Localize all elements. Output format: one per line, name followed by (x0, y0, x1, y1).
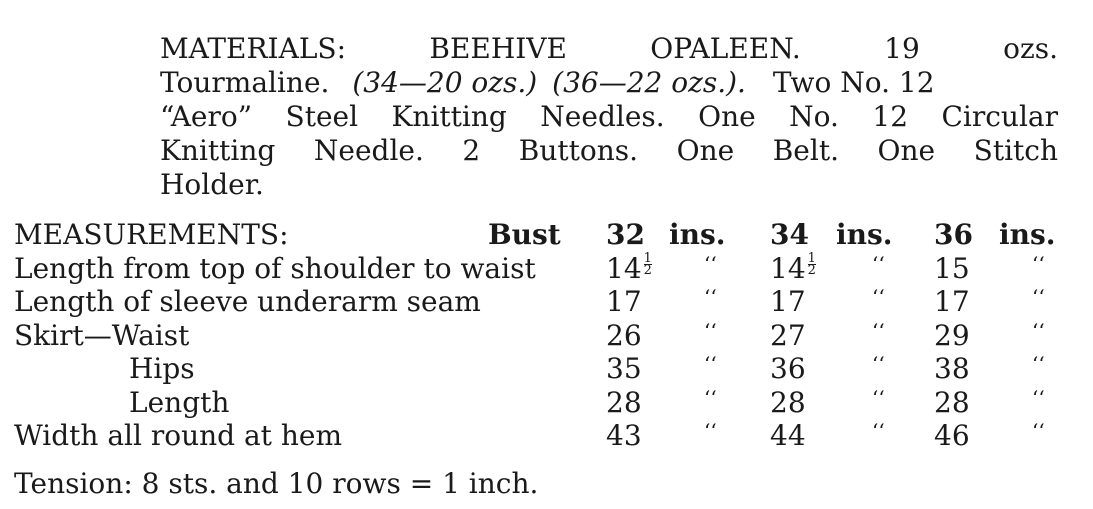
row-value-36: 15 (934, 251, 970, 285)
size-34-unit: ins. (836, 218, 893, 251)
table-row (14, 252, 1074, 286)
half-fraction: $\frac{1}{2}$ (807, 250, 816, 278)
size-36-header: 36 (934, 218, 973, 251)
row-value-36: 28 (934, 385, 970, 419)
row-value-34: 14 $\frac{1}{2}$ (770, 250, 816, 285)
ditto-mark: ‘‘ (1032, 318, 1045, 343)
table-row (14, 285, 1074, 319)
row-value-32: 43 (606, 419, 642, 452)
size-32-unit: ins. (669, 218, 726, 251)
measurements-title: MEASUREMENTS: (14, 218, 289, 251)
materials-line-3: “Aero” Steel Knitting Needles. One No. 12 Circular (160, 100, 1058, 133)
ditto-mark: ‘‘ (704, 318, 717, 343)
materials-block (160, 32, 1060, 202)
row-value-34: 36 (770, 352, 806, 385)
materials-colour: Tourmaline. (160, 66, 330, 99)
ditto-mark: ‘‘ (704, 285, 717, 309)
row-label: Length from top of shoulder to waist (14, 251, 536, 285)
row-value-34: 27 (770, 318, 806, 352)
row-value-36: 38 (934, 352, 970, 385)
row-value-32: 26 (606, 318, 642, 352)
ditto-mark: ‘‘ (872, 318, 885, 343)
row-value-34: 17 (770, 285, 806, 318)
measurements-table (14, 218, 1074, 453)
table-row (14, 319, 1074, 353)
materials-quantity: 19 (884, 32, 920, 65)
ditto-mark: ‘‘ (1032, 385, 1045, 410)
bust-label: Bust (488, 218, 561, 251)
ditto-mark: ‘‘ (1032, 352, 1045, 376)
ditto-mark: ‘‘ (872, 352, 885, 376)
row-label: Length (129, 385, 230, 419)
materials-label: MATERIALS: (160, 32, 347, 65)
materials-needles-count: Two No. 12 (772, 66, 935, 99)
row-value-32: 35 (606, 352, 642, 385)
size-32-header: 32 (606, 218, 645, 251)
row-label: Hips (129, 352, 195, 385)
row-value-32: 28 (606, 385, 642, 419)
table-row (14, 352, 1074, 386)
ditto-mark: ‘‘ (872, 385, 885, 410)
ditto-mark: ‘‘ (872, 419, 885, 443)
materials-size-36-qty: (36—22 ozs.). (552, 66, 746, 99)
ditto-mark: ‘‘ (1032, 419, 1045, 443)
tension-line: Tension: 8 sts. and 10 rows = 1 inch. (14, 467, 539, 500)
table-row (14, 386, 1074, 420)
ditto-mark: ‘‘ (872, 251, 885, 276)
row-value-32: 14 $\frac{1}{2}$ (606, 250, 652, 285)
ditto-mark: ‘‘ (1032, 285, 1045, 309)
half-fraction: $\frac{1}{2}$ (643, 250, 652, 278)
materials-line-5: Holder. (160, 168, 264, 201)
materials-brand: BEEHIVE (429, 32, 567, 65)
ditto-mark: ‘‘ (1032, 251, 1045, 276)
materials-line-4: Knitting Needle. 2 Buttons. One Belt. One Stitch (160, 134, 1058, 167)
materials-size-34-qty: (34—20 ozs.) (352, 66, 538, 99)
measurements-header-row (14, 218, 1074, 252)
row-label: Width all round at hem (14, 419, 342, 452)
size-34-header: 34 (770, 218, 809, 251)
ditto-mark: ‘‘ (704, 419, 717, 443)
row-label: Skirt—Waist (14, 318, 190, 352)
row-label: Length of sleeve underarm seam (14, 285, 481, 318)
table-row (14, 419, 1074, 453)
ditto-mark: ‘‘ (704, 385, 717, 410)
row-value-32: 17 (606, 285, 642, 318)
row-value-36: 17 (934, 285, 970, 318)
row-value-34: 44 (770, 419, 806, 452)
row-value-36: 29 (934, 318, 970, 352)
ditto-mark: ‘‘ (872, 285, 885, 309)
row-value-36: 46 (934, 419, 970, 452)
size-36-unit: ins. (999, 218, 1056, 251)
ditto-mark: ‘‘ (704, 352, 717, 376)
ditto-mark: ‘‘ (704, 251, 717, 276)
materials-product: OPALEEN. (650, 32, 801, 65)
row-value-34: 28 (770, 385, 806, 419)
materials-line-1 (160, 32, 1058, 66)
materials-line-2 (160, 66, 1060, 100)
materials-unit: ozs. (1003, 32, 1059, 65)
